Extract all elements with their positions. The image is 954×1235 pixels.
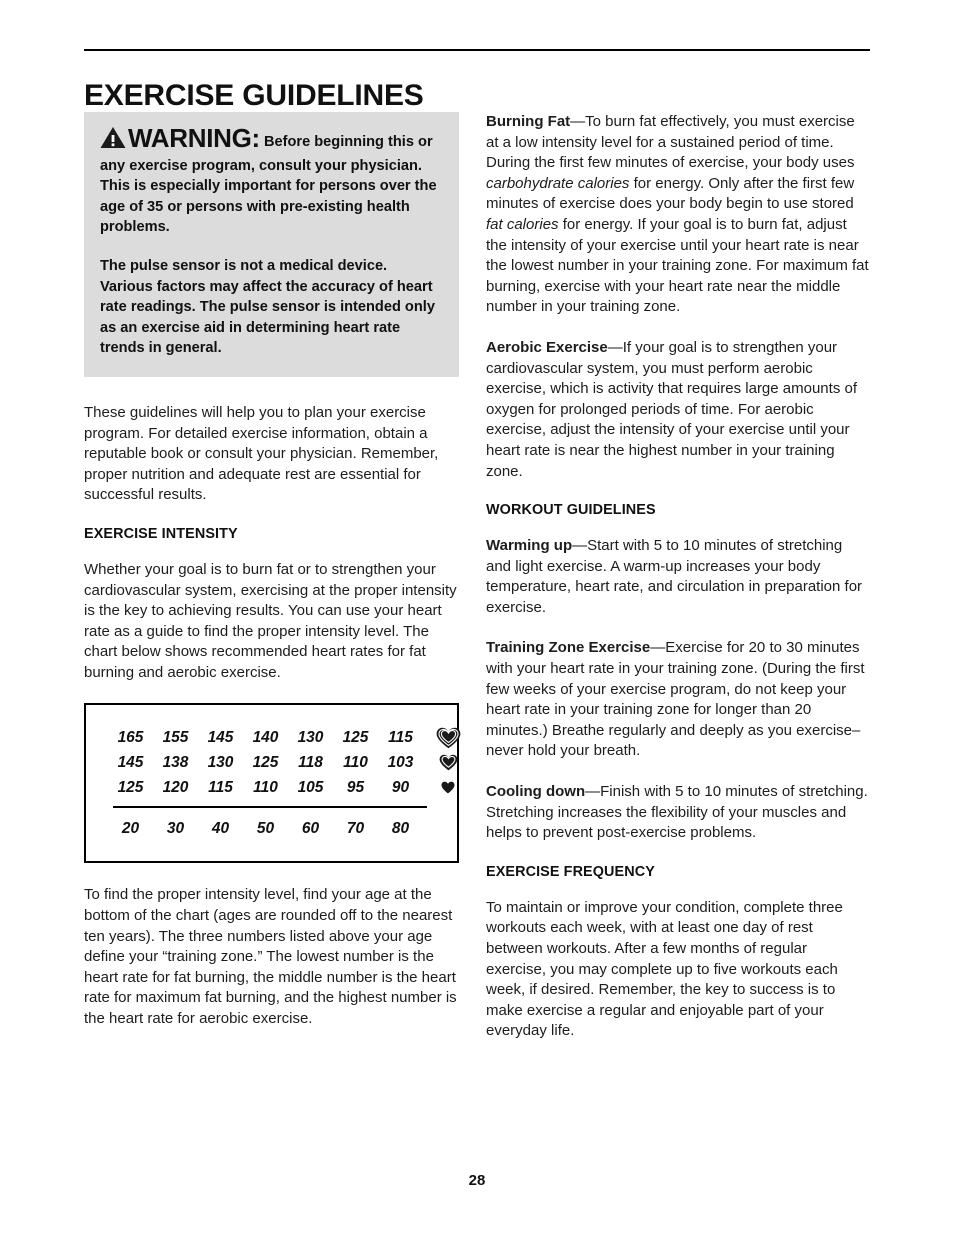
warning-triangle-icon — [100, 126, 126, 156]
warning-text-1: Before beginning this or any exercise program, consult your physician. This is especially important for persons over the age of 35 or persons with pre-existing health problems. — [100, 134, 437, 236]
burning-fat-text-2: for energy. Only after the first few minutes of exercise does your body begin to use stored — [486, 174, 855, 213]
chart-age-cell: 40 — [211, 819, 230, 837]
burning-fat-lead: Burning Fat — [486, 113, 571, 130]
chart-cell: 103 — [387, 753, 414, 771]
training-zone-paragraph — [486, 638, 870, 762]
warning-text-2: The pulse sensor is not a medical device. Various factors may affect the accuracy of heart rate readings. The pulse sensor is intended only as an exercise aid in determining heart rate trends in general. — [100, 257, 435, 357]
warming-up-text: Start with 5 to 10 minutes of stretching and light exercise. A warm-up increases your body temperature, heart rate, and circulation in preparation for exercise. — [486, 537, 863, 616]
chart-cell: 130 — [207, 753, 234, 771]
spacer — [84, 377, 459, 403]
training-zone-lead: Training Zone Exercise — [486, 639, 651, 657]
chart-cell: 115 — [208, 778, 233, 796]
double-heart-icon — [423, 754, 473, 771]
chart-row-max-fat-burning — [86, 750, 457, 775]
chart-cell: 105 — [297, 778, 324, 796]
em-dash: — — [650, 639, 666, 657]
chart-row-ages — [86, 816, 457, 841]
em-dash: — — [607, 338, 623, 356]
cooling-down-lead: Cooling down — [486, 783, 586, 801]
training-zone-text: Exercise for 20 to 30 minutes with your heart rate in your training zone. (During the first few weeks of your exercise program, do not keep your heart rate in your training zone for longer than 20 minutes.) Breathe regularly and deeply as you exercise–never hold your breath. — [486, 639, 865, 760]
cooling-down-paragraph — [486, 782, 870, 844]
exercise-intensity-paragraph: Whether your goal is to burn fat or to strengthen your cardiovascular system, exercising at the proper intensity is the key to achieving results. You can use your heart rate as a guide to find the proper intensity level. The chart below shows recommended heart rates for fat burning and aerobic exercise. — [84, 560, 457, 681]
header-rule — [84, 49, 870, 51]
document-page — [84, 0, 870, 1235]
chart-age-cell: 60 — [301, 819, 320, 837]
chart-age-cell: 50 — [256, 819, 275, 837]
right-column — [486, 112, 870, 1062]
chart-cell: 125 — [117, 778, 144, 796]
warming-up-paragraph — [486, 536, 870, 618]
chart-cell: 155 — [162, 728, 189, 746]
chart-age-cell: 80 — [391, 819, 410, 837]
em-dash: — — [570, 113, 586, 130]
burning-fat-italic-1: carbohydrate calories — [486, 174, 630, 192]
triple-heart-icon — [423, 727, 473, 749]
em-dash: — — [572, 537, 588, 555]
warning-box — [84, 112, 459, 377]
chart-cell: 115 — [388, 728, 413, 746]
chart-cell: 110 — [253, 778, 278, 796]
chart-divider — [86, 800, 457, 814]
chart-age-cell: 20 — [121, 819, 140, 837]
intro-paragraph: These guidelines will help you to plan your exercise program. For detailed exercise information, obtain a reputable book or consult your physician. Remember, proper nutrition and adequate rest are essential for successful results. — [84, 403, 439, 504]
warming-up-lead: Warming up — [486, 537, 573, 555]
cooling-down-text: Finish with 5 to 10 minutes of stretching. Stretching increases the flexibility of your muscles and helps to prevent post-exercise problems. — [486, 783, 868, 842]
em-dash: — — [585, 783, 601, 801]
exercise-frequency-paragraph: To maintain or improve your condition, complete three workouts each week, with at least one day of rest between workouts. After a few months of regular exercise, you may complete up to five workouts each week, if desired. Remember, the key to success is to make exercise a regular and enjoyable part of your everyday life. — [486, 898, 843, 1040]
left-column — [84, 112, 459, 1050]
burning-fat-paragraph — [486, 112, 870, 318]
chart-cell: 145 — [117, 753, 144, 771]
burning-fat-text-3: for energy. If your goal is to burn fat, adjust the intensity of your exercise until your heart rate is near the lowest number in your training zone. For maximum fat burning, exercise with your heart rate near the middle number in your training zone. — [486, 215, 869, 316]
chart-cell: 118 — [298, 753, 323, 771]
warning-label: WARNING: — [128, 123, 260, 153]
heading-exercise-frequency: EXERCISE FREQUENCY — [486, 863, 655, 880]
chart-cell: 140 — [252, 728, 279, 746]
chart-cell: 120 — [162, 778, 189, 796]
chart-row-fat-burning — [86, 775, 457, 800]
aerobic-exercise-text: If your goal is to strengthen your cardiovascular system, you must perform aerobic exercise, which is activity that requires large amounts of oxygen for prolonged periods of time. For aerobic exercise, adjust the intensity of your exercise until your heart rate is near the highest number in your training zone. — [486, 338, 857, 480]
chart-row-aerobic — [86, 725, 457, 750]
chart-cell: 90 — [391, 778, 410, 796]
chart-age-cell: 70 — [346, 819, 365, 837]
page-title: EXERCISE GUIDELINES — [84, 79, 424, 113]
chart-cell: 165 — [117, 728, 144, 746]
chart-cell: 110 — [343, 753, 368, 771]
chart-cell: 125 — [252, 753, 279, 771]
warning-heading — [100, 123, 443, 238]
single-heart-icon — [423, 781, 473, 794]
heading-exercise-intensity: EXERCISE INTENSITY — [84, 525, 238, 542]
heading-workout-guidelines: WORKOUT GUIDELINES — [486, 502, 656, 519]
chart-cell: 130 — [297, 728, 324, 746]
aerobic-exercise-paragraph — [486, 338, 870, 482]
burning-fat-italic-2: fat calories — [486, 215, 559, 233]
chart-age-cell: 30 — [166, 819, 185, 837]
chart-cell: 145 — [207, 728, 234, 746]
chart-cell: 138 — [162, 753, 189, 771]
page-number: 28 — [468, 1172, 486, 1189]
aerobic-exercise-lead: Aerobic Exercise — [486, 338, 608, 356]
chart-caption-paragraph: To find the proper intensity level, find your age at the bottom of the chart (ages are rounded off to the nearest ten years). The three numbers listed above your age define your “training zone.” The lowest number is the heart rate for fat burning, the middle number is the heart rate for maximum fat burning, and the highest number is the heart rate for aerobic exercise. — [84, 886, 457, 1028]
burning-fat-text-1: To burn fat effectively, you must exercise at a low intensity level for a sustained period of time. During the first few minutes of exercise, your body uses — [486, 113, 855, 172]
chart-cell: 125 — [342, 728, 369, 746]
heart-rate-chart — [84, 703, 459, 863]
chart-cell: 95 — [346, 778, 365, 796]
